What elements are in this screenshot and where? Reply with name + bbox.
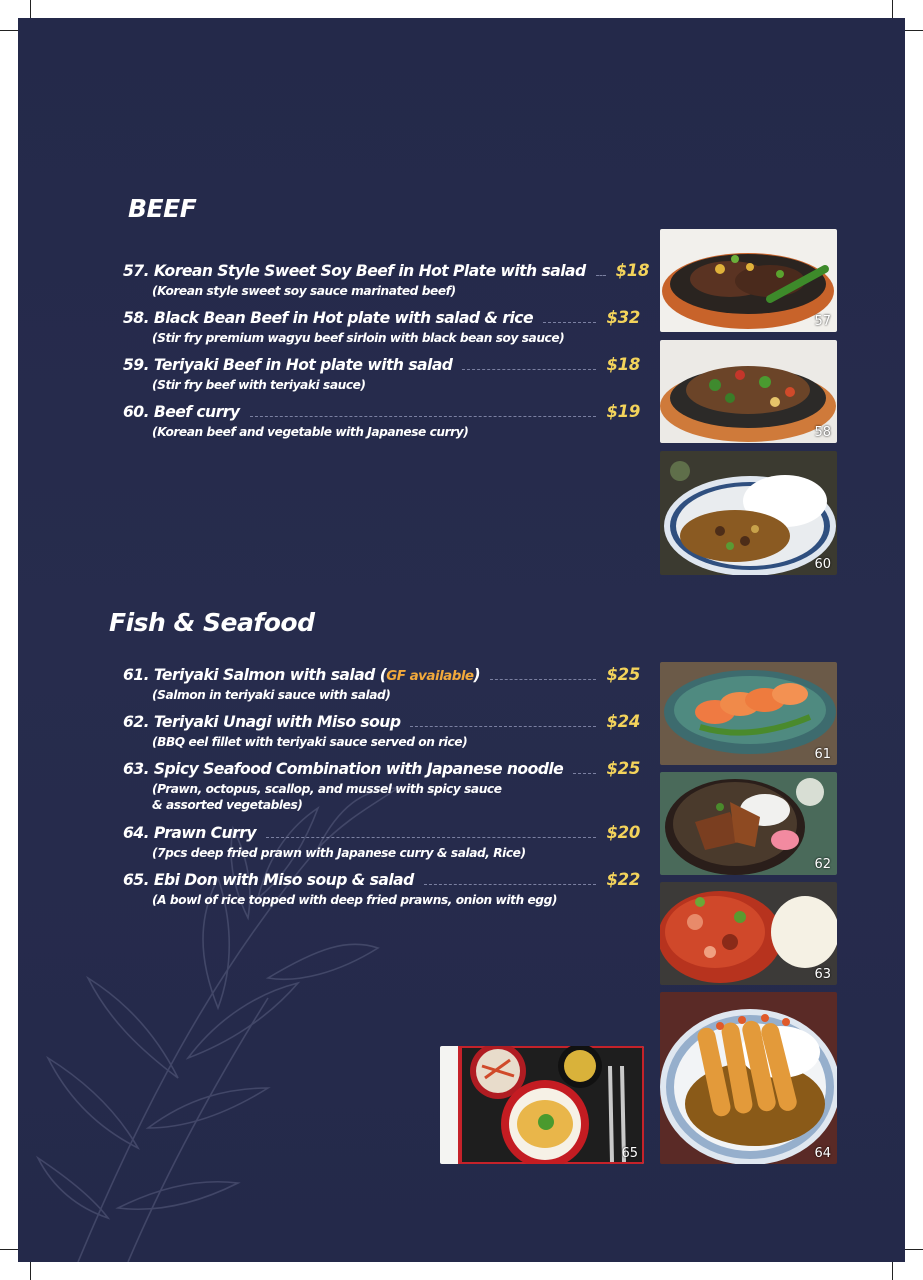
leader-dots (490, 679, 596, 680)
sizzling-plate-image (660, 229, 837, 332)
crop-mark (892, 1262, 893, 1280)
item-name: 63. Spicy Seafood Combination with Japanese noodle (123, 760, 564, 778)
item-name-text: 61. Teriyaki Salmon with salad (123, 666, 375, 684)
item-description-line2: & assorted vegetables) (152, 798, 303, 812)
photo-dish-57 (660, 229, 837, 332)
item-description: (7pcs deep fried prawn with Japanese curry & salad, Rice) (152, 846, 526, 860)
photo-dish-61 (660, 662, 837, 765)
gf-available-badge: GF available (386, 668, 474, 684)
menu-page (18, 18, 905, 1262)
photo-number: 58 (814, 425, 831, 440)
photo-dish-64 (660, 992, 837, 1164)
item-name: 59. Teriyaki Beef in Hot plate with salad (123, 356, 453, 374)
teriyaki-salmon-image (660, 662, 837, 765)
photo-number: 63 (814, 967, 831, 982)
crop-mark (905, 30, 923, 31)
menu-item-62 (123, 712, 640, 750)
item-price: $19 (606, 402, 640, 421)
item-name: 57. Korean Style Sweet Soy Beef in Hot Plate with salad (123, 262, 586, 280)
leader-dots (250, 416, 597, 417)
photo-number: 64 (814, 1146, 831, 1161)
item-description: (BBQ eel fillet with teriyaki sauce served on rice) (152, 735, 468, 749)
photo-dish-58 (660, 340, 837, 443)
item-name (123, 666, 480, 684)
item-description: (Korean style sweet soy sauce marinated beef) (152, 284, 456, 298)
item-price: $22 (606, 870, 640, 889)
ebi-don-set-image (440, 1046, 644, 1164)
crop-mark (0, 30, 18, 31)
leader-dots (424, 884, 597, 885)
menu-item-57 (123, 261, 650, 299)
item-description: (Salmon in teriyaki sauce with salad) (152, 688, 391, 702)
item-price: $24 (606, 712, 640, 731)
item-price: $18 (606, 355, 640, 374)
spicy-seafood-noodle-image (660, 882, 837, 985)
crop-mark (892, 0, 893, 18)
menu-item-65 (123, 870, 640, 908)
photo-dish-65 (440, 1046, 644, 1164)
crop-mark (30, 0, 31, 18)
crop-mark (0, 1249, 18, 1250)
menu-item-60 (123, 402, 640, 440)
unagi-rice-bowl-image (660, 772, 837, 875)
gf-close-paren: ) (473, 666, 481, 684)
leader-dots (266, 837, 596, 838)
section-title-seafood: Fish & Seafood (109, 608, 315, 637)
photo-dish-62 (660, 772, 837, 875)
photo-number: 60 (814, 557, 831, 572)
crop-mark (905, 1249, 923, 1250)
curry-rice-image (660, 451, 837, 575)
section-title-beef: BEEF (128, 194, 197, 223)
item-name: 58. Black Bean Beef in Hot plate with salad & rice (123, 309, 534, 327)
sizzling-plate-image (660, 340, 837, 443)
prawn-curry-image (660, 992, 837, 1164)
menu-item-64 (123, 823, 640, 861)
menu-item-59 (123, 355, 640, 393)
photo-number: 62 (814, 857, 831, 872)
item-description: (Korean beef and vegetable with Japanese curry) (152, 425, 469, 439)
menu-item-61 (123, 665, 640, 703)
crop-mark (30, 1262, 31, 1280)
photo-number: 61 (814, 747, 831, 762)
item-price: $25 (606, 759, 640, 778)
item-name: 64. Prawn Curry (123, 824, 256, 842)
item-name: 65. Ebi Don with Miso soup & salad (123, 871, 414, 889)
item-description: (Stir fry beef with teriyaki sauce) (152, 378, 366, 392)
item-price: $20 (606, 823, 640, 842)
menu-item-58 (123, 308, 640, 346)
item-name: 60. Beef curry (123, 403, 240, 421)
photo-dish-63 (660, 882, 837, 985)
item-price: $18 (615, 261, 650, 280)
leader-dots (410, 726, 596, 727)
leader-dots (462, 369, 596, 370)
leader-dots (596, 275, 606, 276)
item-description: (Prawn, octopus, scallop, and mussel with spicy sauce (152, 782, 502, 796)
gf-open-paren: ( (379, 666, 387, 684)
item-description: (A bowl of rice topped with deep fried prawns, onion with egg) (152, 893, 557, 907)
photo-number: 57 (814, 314, 831, 329)
menu-item-63 (123, 759, 640, 813)
photo-dish-60 (660, 451, 837, 575)
item-name: 62. Teriyaki Unagi with Miso soup (123, 713, 401, 731)
item-price: $32 (606, 308, 640, 327)
photo-number: 65 (621, 1146, 638, 1161)
leader-dots (573, 773, 596, 774)
item-description: (Stir fry premium wagyu beef sirloin with black bean soy sauce) (152, 331, 565, 345)
item-price: $25 (606, 665, 640, 684)
leader-dots (543, 322, 596, 323)
